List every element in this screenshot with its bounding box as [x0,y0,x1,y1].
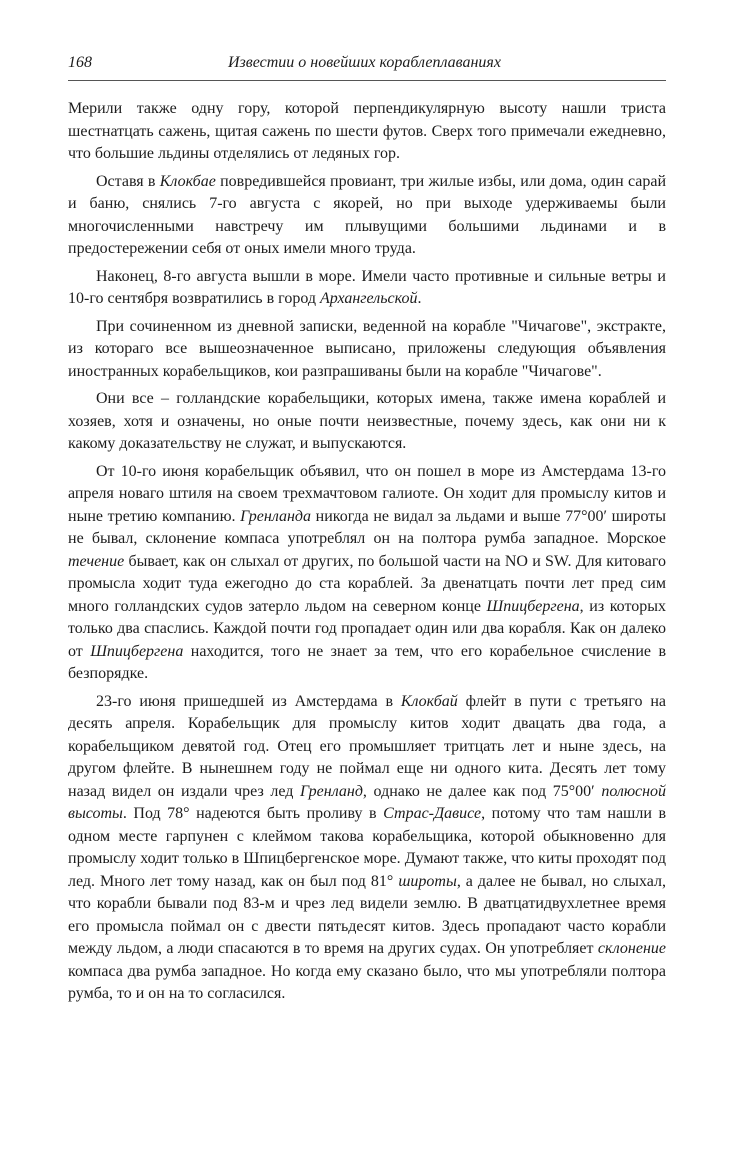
text-run: , потому что там нашли в одном месте гарпунен с клеймом такова корабельщика, которой обыкновенно для промыслу ходит только в Шпицбергенское море. Думают также, что киты проходят под лед. Много лет тому назад, как он был под 81° [68,805,667,890]
paragraph [68,98,666,166]
text-run: компаса два румба западное. Но когда ему сказано было, что мы употребляли полтора румба, то и он на то согласился. [68,962,666,1002]
page-header [68,54,666,81]
text-run: Наконец, 8-го августа вышли в море. Имели часто противные и сильные ветры и 10-го сентября возвратились в город [68,267,666,307]
text-run: 23-го июня пришедшей из Амстердама в [96,692,401,710]
paragraph [68,461,666,686]
paragraph [68,388,666,456]
italic-term: Гренланда [240,507,312,525]
text-run: , однако не далее как под 75°00′ [362,782,602,800]
text-run: Они все – голландские корабельщики, которых имена, также имена кораблей и хозяев, хотя и означены, но оные почти неизвестные, почему здесь, как они ни к какому доказательству не служат, и выпускаются. [68,390,666,452]
italic-term: Шпицбергена [90,642,184,660]
italic-term: Страс-Дависе [383,805,482,822]
text-run: . [417,290,422,307]
text-run: Мерили также одну гору, которой перпендикулярную высоту нашли триста шестнатцать сажень, щитая сажень по шести футов. Сверх того примечали ежедневно, что большие льдины отделялись от ледяных гор. [68,100,666,162]
paragraph [68,316,666,384]
italic-term: Архангельской [320,290,418,307]
italic-term: Клокбае [159,172,216,190]
paragraph [68,171,666,261]
italic-term: широты [398,872,457,890]
text-run: . Под 78° надеются быть проливу в [122,805,384,822]
text-run: , а далее не бывал, но слыхал, что корабли бывали под 83-м и чрез лед видели землю. В дватцатидвухлетнее время его промысла поймал он с двести пятьдесят китов. Здесь пропадают часто корабли между льдом, а люди спасаются в то время на других судах. Он употребляет [68,872,667,957]
italic-term: Клокбай [400,692,458,710]
text-run: никогда не видал за льдами и выше 77°00′ широты не бывал, склонение компаса употреблял он на полтора румба западное. Морское [68,507,666,547]
italic-term: склонение [597,940,666,957]
page-body [68,98,666,1011]
text-run: Оставя в [96,172,160,190]
page-number: 168 [68,54,92,71]
paragraph [68,266,666,311]
text-run: При сочиненном из дневной записки, веденной на корабле "Чичагове", экстракте, из котораго все вышеозначенное выписано, приложены следующия объявления иностранных корабельщиков, кои разпрашиваны были на корабле "Чичагове". [68,317,666,380]
text-run: бывает, как он слыхал от других, по большой части на NO и SW. Для китоваго промысла ходит туда ежегодно до ста кораблей. За двенатцать почти лет пред сим много голландских судов затерло льдом на северном конце [68,552,666,615]
text-run: От 10-го июня корабельщик объявил, что он пошел в море из Амстердама 13-го апреля новаго штиля на своем трехмачтовом галиоте. Он ходит для промыслу китов и ныне третию компанию. [68,462,666,525]
text-run: повредившейся провиант, три жилые избы, или дома, один сарай и баню, снялись 7-го августа с якорей, но при выходе удерживаемы были многочисленными навстречу им плывущими большими льдинами и в предостережении себя от оных имели много труда. [68,172,667,257]
italic-term: Гренланд [300,782,363,800]
italic-term: течение [68,552,125,570]
italic-term: Шпицбергена [486,597,580,615]
text-run: флейт в пути с третьяго на десять апреля. Корабельщик для промыслу китов ходит двацать два года, а корабельщиком девятой год. Отец его промышляет тритцать лет и ныне здесь, на другом флейте. В нынешнем году не поймал еще ни одного кита. Десять лет тому назад видел он издали чрез лед [68,692,666,800]
italic-term: полюсной высоты [68,782,666,822]
paragraph [68,691,666,1006]
text-run: , из которых только два спаслись. Каждой почти год пропадает один или два корабля. Как он далеко от [68,597,666,660]
running-title: Известии о новейших кораблеплаваниях [228,54,501,71]
text-run: находится, того не знает за тем, что его корабельное счисление в безпорядке. [68,642,667,682]
